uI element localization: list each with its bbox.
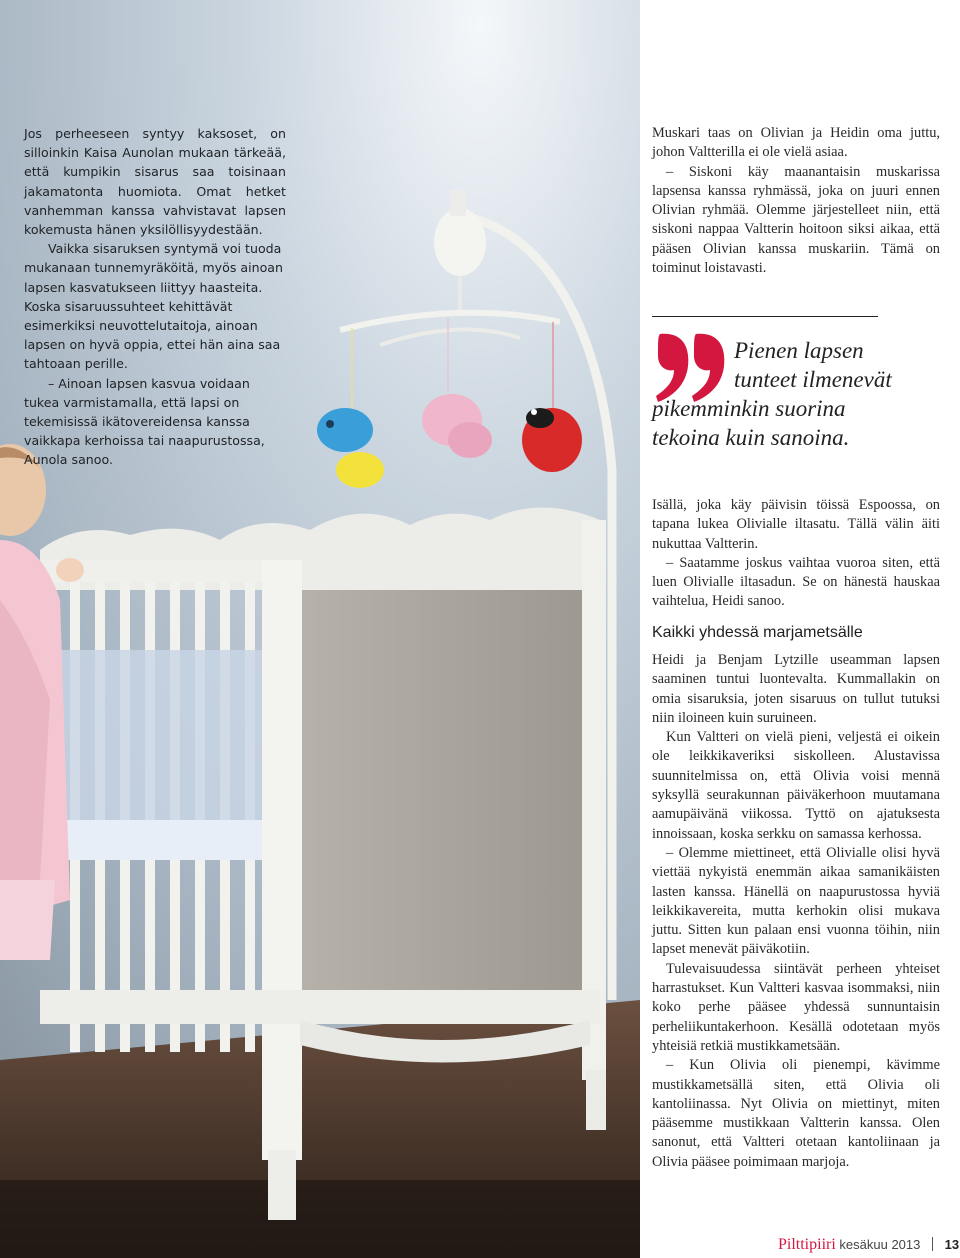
mobile-motor: [434, 208, 486, 276]
right-bottom-paragraph-4: Tulevaisuudessa siintävät perheen yhteiset harrastukset. Kun Valtteri kasvaa isommaksi, niin koko perhe pääsee yhdessä sunnuntaisin perheliikuntakerhoon. Kesällä odotetaan myös yhteisiä retkiä mustikkametsään.: [652, 960, 940, 1054]
left-text-column: [24, 124, 286, 470]
magazine-brand: Pilttipiiri: [778, 1236, 836, 1253]
right-mid-paragraph-2: – Saatamme joskus vaihtaa vuoroa siten, että luen Olivialle iltasadun. Se on hänestä hauskaa vaihtelua, Heidi sanoo.: [652, 554, 940, 610]
section-subheading: Kaikki yhdessä marjametsälle: [652, 624, 863, 641]
mobile-toy-red: [522, 408, 582, 472]
right-bottom-paragraph-5: – Kun Olivia oli pienempi, kävimme mustikkametsällä siten, että Olivia oli kantoliinassa. Nyt Olivia on miettinyt, miten pääsemme mustikkaan Valtterin kanssa. Olen sanonut, että Valtteri otetaan kantoliinaan ja Olivia pääsee poimimaan marjoja.: [652, 1057, 940, 1170]
right-top-paragraph-2: – Siskoni käy maanantaisin muskarissa lapsensa kanssa ryhmässä, joka on juuri ennen Olivian ryhmää. Olemme järjestelleet niin, että siskoni nappaa Valtterin hoitoon siksi aikaa, että pääsen Olivian kanssa muskariin. Tämä on toiminut loistavasti.: [652, 163, 940, 277]
right-text-middle: [652, 496, 940, 612]
issue-date: kesäkuu 2013: [839, 1237, 921, 1252]
crib-end-panel: [300, 590, 600, 1020]
left-paragraph-2: Vaikka sisaruksen syntymä voi tuoda mukanaan tunnemyräköitä, myös ainoan lapsen kasvatukseen liittyy haasteita. Koska sisaruussuhteet kehittävät esimerkiksi neuvottelutaitoja, ainoan lapsen on hyvä oppia, ettei hän aina saa tahtoaan perille.: [24, 241, 283, 372]
pull-quote-line-4: tekoina kuin sanoina.: [652, 425, 850, 450]
right-text-top: [652, 124, 940, 278]
right-bottom-paragraph-3: – Olemme miettineet, että Olivialle olisi hyvä viettää nykyistä enemmän aikaa samanikäisten lasten kanssa. Hänellä on naapurustossa hyviä leikkikavereita, mutta kerhokin olisi mukava juttu. Sitten kun palaan ensi vuonna töihin, niin lapset menevät päiväkotiin.: [652, 844, 940, 958]
page-number: 13: [944, 1237, 960, 1252]
crib-post-front: [262, 560, 302, 1160]
right-mid-paragraph-1: Isällä, joka käy päivisin töissä Espoossa, on tapana lukea Olivialle iltasatu. Tällä välin äiti nukuttaa Valtterin.: [652, 497, 940, 552]
right-bottom-paragraph-1: Heidi ja Benjam Lytzille useamman lapsen saaminen tuntui luontevalta. Kummallakin on omia sisaruksia, joten sisaruus on tullut tutuksi niin iloineen kuin suruineen.: [652, 652, 940, 726]
pull-quote-line-1: Pienen lapsen: [734, 338, 864, 363]
pull-quote-line-2: tunteet ilmenevät: [734, 367, 892, 392]
right-top-paragraph-1: Muskari taas on Olivian ja Heidin oma juttu, johon Valtterilla ei ole vielä asiaa.: [652, 125, 940, 161]
pull-quote-text: [652, 336, 937, 452]
right-text-bottom: [652, 651, 940, 1172]
page-footer: [778, 1236, 958, 1254]
left-paragraph-3: – Ainoan lapsen kasvua voidaan tukea varmistamalla, että lapsi on tekemisissä ikätovereidensa kanssa vaikkapa kerhoissa tai naapurustossa, Aunola sanoo.: [24, 375, 265, 468]
footer-divider: [932, 1237, 933, 1251]
pull-quote-rule: [652, 316, 878, 317]
right-bottom-paragraph-2: Kun Valtteri on vielä pieni, veljestä ei oikein ole leikkikaveriksi siskolleen. Alustavissa suunnitelmissa on, että Olivia voisi mennä syksyllä seurakunnan päiväkerhoon muutamana aamupäivänä viikossa. Tyttö on ajatuksesta innoissaan, koska serkku on samassa kerhossa.: [652, 729, 940, 842]
left-paragraph-1: Jos perheeseen syntyy kaksoset, on silloinkin Kaisa Aunolan mukaan tärkeää, että kumpikin sisarus saa toisinaan jakamatonta huomiota. Omat hetket vanhemman kanssa vahvistavat lapsen kokemusta hänen yksilöllisyydestään.: [24, 126, 286, 238]
pull-quote-line-3: pikemminkin suorina: [652, 396, 846, 421]
